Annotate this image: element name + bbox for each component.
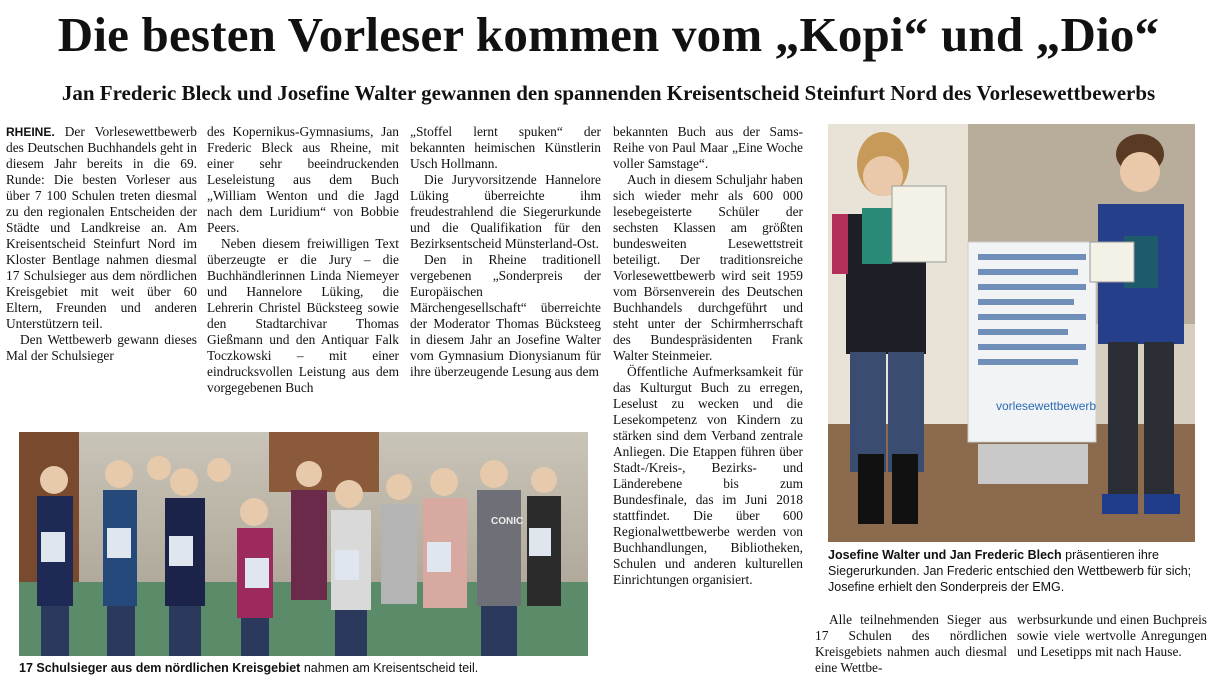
article-column-1	[6, 124, 197, 364]
caption-bold: 17 Schulsieger aus dem nördlichen Kreisgebiet	[19, 661, 301, 675]
article-paragraph: Den Wettbewerb gewann dieses Mal der Schulsieger	[6, 332, 197, 363]
winners-photo-image	[828, 124, 1195, 542]
article-paragraph: bekannten Buch aus der Sams-Reihe von Paul Maar „Eine Woche voller Samstage“.	[613, 124, 803, 171]
article-paragraph: Den in Rheine traditionell vergebenen „Sonderpreis der Europäischen Märchengesellschaft“ überreichte der Moderator Thomas Bücksteeg in diesem Jahr an Josefine Walter vom Gymnasium Dionysianum für ihre überzeugende Lesung aus dem	[410, 252, 601, 379]
caption-text: nahmen am Kreisentscheid teil.	[300, 661, 479, 675]
winners-photo	[828, 124, 1195, 542]
headline: Die besten Vorleser kommen vom „Kopi“ und „Dio“	[57, 7, 1160, 62]
group-photo	[19, 432, 588, 656]
caption-bold: Josefine Walter und Jan Frederic Blech	[828, 548, 1062, 562]
article-paragraph: werbsurkunde und einen Buchpreis sowie viele wertvolle Anregungen und Lesetipps mit nach Hause.	[1017, 612, 1207, 659]
article-column-6	[1017, 612, 1207, 660]
winners-photo-caption	[828, 547, 1195, 595]
group-photo-caption	[19, 660, 588, 676]
article-paragraph: Auch in diesem Schuljahr haben sich wieder mehr als 600 000 lesebegeisterte Schüler der sechsten Klassen am größten bundesweiten Lesewettstreit beteiligt. Der traditionsreiche Vorlesewettbewerb wird seit 1959 vom Börsenverein des Deutschen Buchhandels durchgeführt und steht unter der Schirmherrschaft des Bundespräsidenten Frank Walter Steinmeier.	[613, 172, 803, 363]
article-paragraph: des Kopernikus-Gymnasiums, Jan Frederic Bleck aus Rheine, mit einer sehr beeindruckenden Leseleistung aus dem Buch „William Wenton und die Jagd nach dem Luridium“ von Bobbie Peers.	[207, 124, 399, 235]
group-photo-image	[19, 432, 588, 656]
article-paragraph: Öffentliche Aufmerksamkeit für das Kulturgut Buch zu erregen, Leselust zu wecken und die Lesekompetenz von Kindern zu stärken sind dem Verband zentrale Anliegen. Die Etappen führen über Stadt-/Kreis-, Bezirks- und Länderebene bis zum Bundesfinale, das im Juni 2018 stattfindet. Die über 600 Regionalwettbewerbe werden von Buchhandlungen, Bibliotheken, Schulen und anderen kulturellen Einrichtungen organisiert.	[613, 364, 803, 587]
article-column-4	[613, 124, 803, 588]
article-paragraph: Alle teilnehmenden Sieger aus 17 Schulen des nördlichen Kreisgebiets nahmen auch diesmal eine Wettbe-	[815, 612, 1007, 675]
banner-text: vorlesewettbewerb	[996, 399, 1097, 413]
article-paragraph: Neben diesem freiwilligen Text überzeugte er die Jury – die Buchhändlerinnen Linda Niemeyer und Hannelore Lüking, die Lehrerin Christel Bücksteeg sowie den Stadtarchivar Thomas Gießmann und den Antiquar Falk Toczkowski – mit einer eindrucksvollen Leistung aus dem vorgegebenen Buch	[207, 236, 399, 395]
article-column-2	[207, 124, 399, 396]
article-paragraph: „Stoffel lernt spuken“ der bekannten heimischen Künstlerin Usch Hollmann.	[410, 124, 601, 171]
subheadline: Jan Frederic Bleck und Josefine Walter gewannen den spannenden Kreisentscheid Steinfurt Nord des Vorlesewettbewerbs	[61, 81, 1156, 105]
caption-text: präsentieren ihre Siegerurkunden. Jan Frederic entschied den Wettbewerb für sich; Josefine erhielt den Sonderpreis der EMG.	[828, 548, 1192, 594]
article-paragraph: Die Juryvorsitzende Hannelore Lüking überreichte ihm freudestrahlend die Siegerurkunde und die Qualifikation für den Bezirksentscheid Münsterland-Ost.	[410, 172, 601, 251]
article-column-5	[815, 612, 1007, 676]
article-paragraph	[6, 124, 197, 332]
paragraph-text: Der Vorlesewettbewerb des Deutschen Buchhandels geht in diesem Jahr bereits in die 69. Runde: Die besten Vorleser aus über 7 100 Schulen treten diesmal zu den regionalen Entscheiden der Städte und Landkreise an. Am Kreisentscheid Steinfurt Nord im Kloster Bentlage nahmen diesmal 17 Schulsieger aus dem nördlichen Kreisgebiet mit weit über 60 Eltern, Freunden und anderen Unterstützern teil.	[6, 124, 197, 331]
article-column-3	[410, 124, 601, 380]
dateline: RHEINE.	[6, 125, 55, 139]
shirt-text: CONIC	[491, 516, 524, 527]
banner-stand	[968, 242, 1096, 484]
